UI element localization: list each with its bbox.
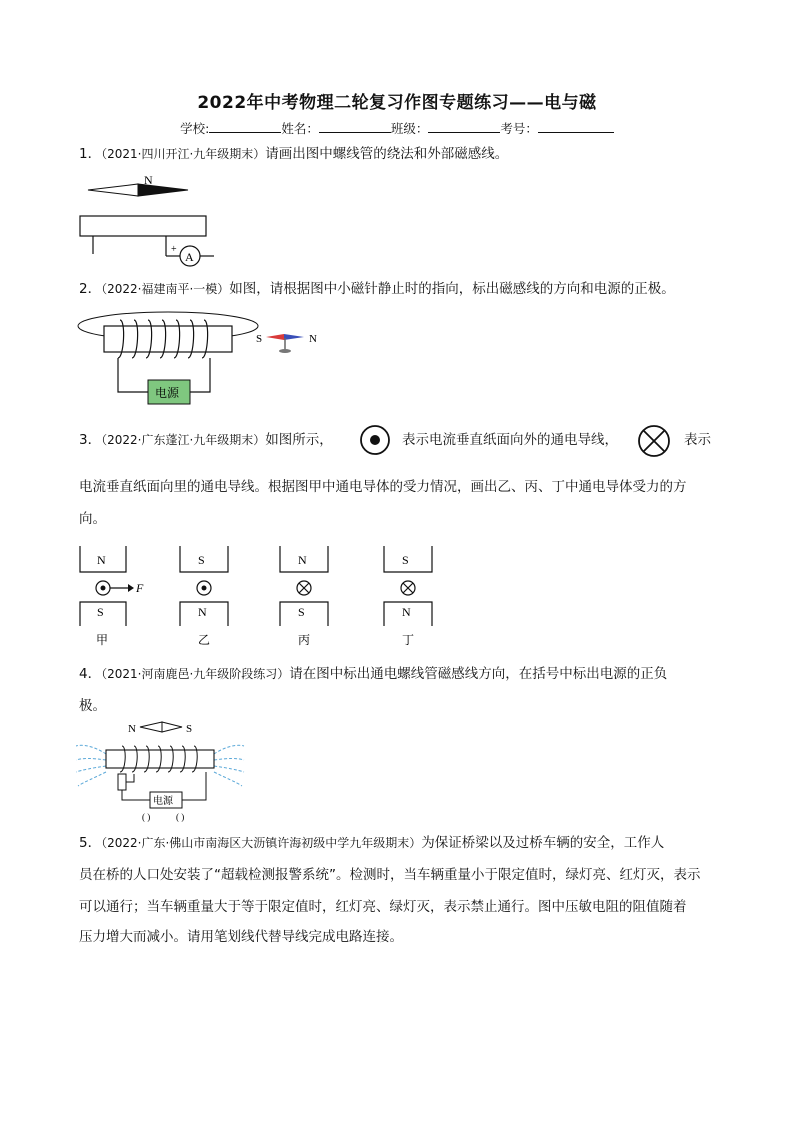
q5-line3: 可以通行；当车辆重量大于等于限定值时，红灯亮、绿灯灭，表示禁止通行。图中压敏电阻的阻值随着 bbox=[79, 899, 687, 915]
q3-panel-yi bbox=[180, 546, 228, 647]
class-label: 班级： bbox=[390, 121, 429, 136]
school-blank[interactable] bbox=[209, 120, 281, 133]
q4-n-label: N bbox=[128, 723, 136, 735]
question-1 bbox=[79, 138, 719, 170]
q3-bing-name: 丙 bbox=[298, 633, 311, 647]
q5-text: 为保证桥梁以及过桥车辆的安全，工作人 bbox=[421, 835, 665, 851]
page-title: 2022年中考物理二轮复习作图专题练习——电与磁 bbox=[197, 93, 597, 113]
q3-source: （2022·广东蓬江·九年级期末） bbox=[101, 433, 266, 447]
q1-plus-label: + bbox=[171, 244, 177, 255]
class-blank[interactable] bbox=[428, 120, 500, 133]
q4-bracket-right[interactable]: ( ) bbox=[176, 812, 185, 822]
q3-ding-name: 丁 bbox=[402, 633, 415, 647]
q3-text-c: 表示 bbox=[684, 432, 711, 448]
q3-into-page-symbol bbox=[636, 424, 672, 458]
q5-line4: 压力增大而减小。请用笔划线代替导线完成电路连接。 bbox=[79, 929, 403, 945]
q3-number: 3． bbox=[79, 432, 102, 448]
q3-panel-jia bbox=[80, 546, 144, 647]
q1-text: 请画出图中螺线管的绕法和外部磁感线。 bbox=[265, 146, 509, 162]
q4-source: （2021·河南鹿邑·九年级阶段练习） bbox=[101, 667, 290, 681]
exam-no-label: 考号： bbox=[500, 121, 538, 136]
q2-n-label: N bbox=[309, 333, 317, 345]
q3-ding-bottom-pole: N bbox=[402, 605, 411, 619]
q4-bracket-left[interactable]: ( ) bbox=[142, 812, 151, 822]
q4-power-label: 电源 bbox=[153, 796, 173, 807]
q3-text-a: 如图所示， bbox=[265, 432, 333, 448]
q2-text: 如图，请根据图中小磁针静止时的指向，标出磁感线的方向和电源的正极。 bbox=[229, 281, 675, 297]
question-2 bbox=[79, 273, 719, 305]
q4-s-label: S bbox=[186, 723, 193, 735]
question-4 bbox=[79, 658, 729, 690]
q2-needle-n-half bbox=[284, 334, 304, 340]
exam-no-blank[interactable] bbox=[538, 120, 614, 133]
q3-out-of-page-symbol bbox=[358, 424, 392, 456]
q1-source: （2021·四川开江·九年级期末） bbox=[101, 147, 266, 161]
name-blank[interactable] bbox=[319, 120, 391, 133]
q3-panel-bing bbox=[280, 546, 328, 647]
q2-s-label: S bbox=[256, 333, 263, 345]
q3-yi-top-pole: S bbox=[198, 553, 205, 567]
q1-solenoid bbox=[80, 216, 206, 236]
q2-source: （2022·福建南平·一模） bbox=[101, 282, 230, 296]
q3-line3: 向。 bbox=[79, 511, 106, 527]
q2-number: 2． bbox=[79, 281, 102, 297]
q3-text-b-wrap bbox=[402, 424, 642, 456]
q3-ding-top-pole: S bbox=[402, 553, 409, 567]
q3-figure bbox=[76, 540, 446, 650]
q4-rheostat-slider bbox=[126, 774, 134, 782]
q1-needle-south-half bbox=[88, 184, 138, 196]
q4-text: 请在图中标出通电螺线管磁感线方向，在括号中标出电源的正负 bbox=[289, 666, 668, 682]
q3-bing-top-pole: N bbox=[298, 553, 307, 567]
q2-needle-base bbox=[279, 349, 291, 353]
q3-jia-name: 甲 bbox=[96, 633, 109, 647]
question-5 bbox=[79, 827, 729, 859]
q3-jia-top-pole: N bbox=[97, 553, 106, 567]
q3-yi-bottom-pole: N bbox=[198, 605, 207, 619]
school-label: 学校: bbox=[180, 121, 210, 136]
student-info-row bbox=[0, 119, 794, 137]
q3-text-c-wrap bbox=[684, 424, 744, 456]
q4-number: 4． bbox=[79, 666, 102, 682]
q3-line2: 电流垂直纸面向里的通电导线。根据图甲中通电导体的受力情况，画出乙、丙、丁中通电导体受力的方 bbox=[79, 479, 687, 495]
q4-needle-left bbox=[140, 722, 162, 732]
q3-jia-bottom-pole: S bbox=[97, 605, 104, 619]
q5-line2: 员在桥的人口处安装了“超载检测报警系统”。检测时，当车辆重量小于限定值时，绿灯亮、红灯灭，表示 bbox=[79, 867, 701, 883]
q1-ammeter-label: A bbox=[185, 250, 194, 264]
q4-needle-right bbox=[162, 722, 182, 732]
q2-wire-left bbox=[118, 358, 148, 392]
q5-source: （2022·广东·佛山市南海区大沥镇许海初级中学九年级期末） bbox=[101, 836, 422, 850]
q3-panel-ding bbox=[384, 546, 432, 647]
q4-figure bbox=[76, 716, 256, 828]
q4-line2: 极。 bbox=[79, 698, 106, 714]
q2-needle-s-half bbox=[266, 334, 284, 340]
q2-figure bbox=[76, 306, 336, 410]
q3-force-label: F bbox=[136, 581, 144, 595]
q2-power-label: 电源 bbox=[155, 386, 180, 400]
q3-text-b: 表示电流垂直纸面向外的通电导线， bbox=[402, 432, 618, 448]
q4-wire-right bbox=[182, 772, 206, 800]
q3-bing-bottom-pole: S bbox=[298, 605, 305, 619]
name-label: 姓名： bbox=[281, 121, 319, 136]
q4-wire-left bbox=[122, 790, 150, 800]
q3-yi-name: 乙 bbox=[198, 633, 211, 647]
q4-rheostat bbox=[118, 774, 126, 790]
q1-needle-n-label: N bbox=[144, 173, 153, 187]
q1-figure bbox=[76, 172, 236, 272]
q1-number: 1． bbox=[79, 146, 102, 162]
q5-number: 5． bbox=[79, 835, 102, 851]
